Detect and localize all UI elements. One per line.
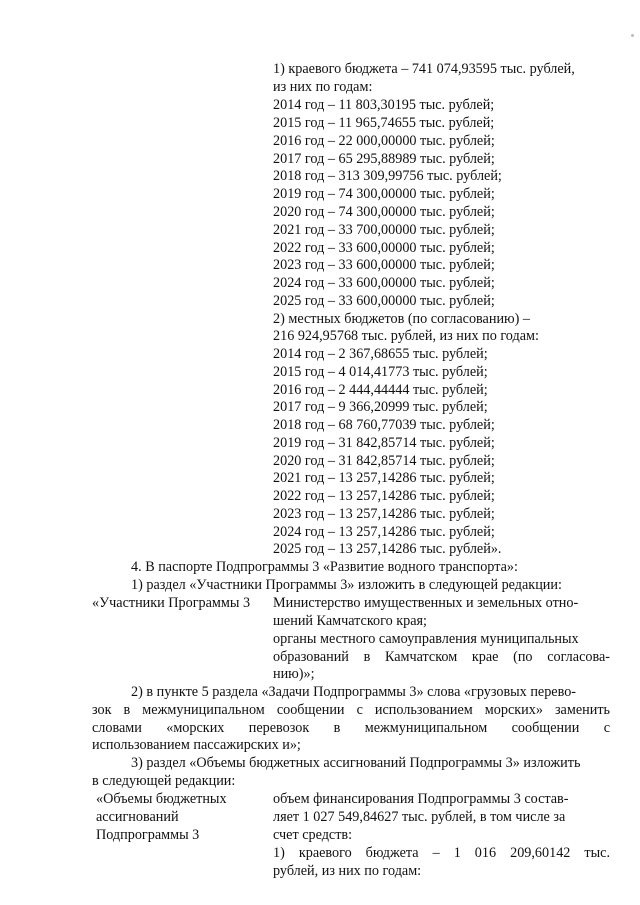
item4-p1: 1) раздел «Участники Программы 3» изложить в следующей редакции:	[131, 577, 562, 593]
volumes-line-3: счет средств:	[273, 827, 353, 843]
item4-p2-line-4: использованием пассажирских и»;	[92, 737, 301, 753]
item4-p3-line-2: в следующей редакции:	[92, 773, 236, 789]
mestnye-year-2023: 2023 год – 13 257,14286 тыс. рублей;	[273, 506, 495, 522]
mestnye-year-2021: 2021 год – 13 257,14286 тыс. рублей;	[273, 470, 495, 486]
volumes-line-2: ляет 1 027 549,84627 тыс. рублей, в том числе за	[273, 809, 566, 825]
volumes-label-3: Подпрограммы 3	[96, 827, 200, 843]
mestnye-year-2019: 2019 год – 31 842,85714 тыс. рублей;	[273, 435, 495, 451]
kraevoy-year-2021: 2021 год – 33 700,00000 тыс. рублей;	[273, 222, 495, 238]
item4-heading: 4. В паспорте Подпрограммы 3 «Развитие водного транспорта»:	[131, 559, 518, 575]
mestnye-header-line1: 2) местных бюджетов (по согласованию) –	[273, 311, 531, 327]
kraevoy-year-2024: 2024 год – 33 600,00000 тыс. рублей;	[273, 275, 495, 291]
mestnye-year-2025: 2025 год – 13 257,14286 тыс. рублей».	[273, 541, 502, 557]
participants-label: «Участники Программы 3	[92, 595, 251, 611]
kraevoy-year-2018: 2018 год – 313 309,99756 тыс. рублей;	[273, 168, 502, 184]
mestnye-year-2016: 2016 год – 2 444,44444 тыс. рублей;	[273, 382, 488, 398]
mestnye-year-2024: 2024 год – 13 257,14286 тыс. рублей;	[273, 524, 495, 540]
mestnye-year-2017: 2017 год – 9 366,20999 тыс. рублей;	[273, 399, 488, 415]
kraevoy-year-2014: 2014 год – 11 803,30195 тыс. рублей;	[273, 97, 495, 113]
mestnye-header-line2: 216 924,95768 тыс. рублей, из них по годам:	[273, 328, 539, 344]
volumes-line-1: объем финансирования Подпрограммы 3 состав-	[273, 791, 569, 807]
kraevoy-year-2020: 2020 год – 74 300,00000 тыс. рублей;	[273, 204, 495, 220]
item4-p2-line-1: 2) в пункте 5 раздела «Задачи Подпрограммы 3» слова «грузовых перево-	[131, 684, 577, 700]
participants-line-5: нию)»;	[273, 666, 315, 682]
kraevoy-year-2019: 2019 год – 74 300,00000 тыс. рублей;	[273, 186, 495, 202]
mestnye-year-2020: 2020 год – 31 842,85714 тыс. рублей;	[273, 453, 495, 469]
item4-p3-line-1: 3) раздел «Объемы бюджетных ассигнований Подпрограммы 3» изложить	[131, 755, 581, 771]
item4-p2-line-3: словами «морских перевозок в межмуниципальном сообщении с	[92, 720, 610, 736]
volumes-label-2: ассигнований	[96, 809, 179, 825]
kraevoy-year-2022: 2022 год – 33 600,00000 тыс. рублей;	[273, 240, 495, 256]
participants-line-3: органы местного самоуправления муниципальных	[273, 631, 579, 647]
mestnye-year-2014: 2014 год – 2 367,68655 тыс. рублей;	[273, 346, 488, 362]
mestnye-year-2022: 2022 год – 13 257,14286 тыс. рублей;	[273, 488, 495, 504]
participants-line-2: шений Камчатского края;	[273, 613, 427, 629]
volumes-label-1: «Объемы бюджетных	[96, 791, 227, 807]
mestnye-year-2018: 2018 год – 68 760,77039 тыс. рублей;	[273, 417, 495, 433]
kraevoy-year-2017: 2017 год – 65 295,88989 тыс. рублей;	[273, 151, 495, 167]
mestnye-year-2015: 2015 год – 4 014,41773 тыс. рублей;	[273, 364, 488, 380]
kraevoy-header: 1) краевого бюджета – 741 074,93595 тыс. рублей,	[273, 61, 575, 77]
kraevoy-year-2015: 2015 год – 11 965,74655 тыс. рублей;	[273, 115, 495, 131]
scan-dot	[631, 34, 634, 37]
kraevoy-year-2023: 2023 год – 33 600,00000 тыс. рублей;	[273, 257, 495, 273]
volumes-line-4: 1) краевого бюджета – 1 016 209,60142 тыс.	[273, 845, 610, 861]
participants-line-4: образований в Камчатском крае (по согласова-	[273, 649, 610, 665]
item4-p2-line-2: зок в межмуниципальном сообщении с использованием морских» заменить	[92, 702, 610, 718]
kraevoy-by-years: из них по годам:	[273, 79, 373, 95]
volumes-line-5: рублей, из них по годам:	[273, 863, 422, 879]
kraevoy-year-2025: 2025 год – 33 600,00000 тыс. рублей;	[273, 293, 495, 309]
participants-line-1: Министерство имущественных и земельных отно-	[273, 595, 579, 611]
kraevoy-year-2016: 2016 год – 22 000,00000 тыс. рублей;	[273, 133, 495, 149]
